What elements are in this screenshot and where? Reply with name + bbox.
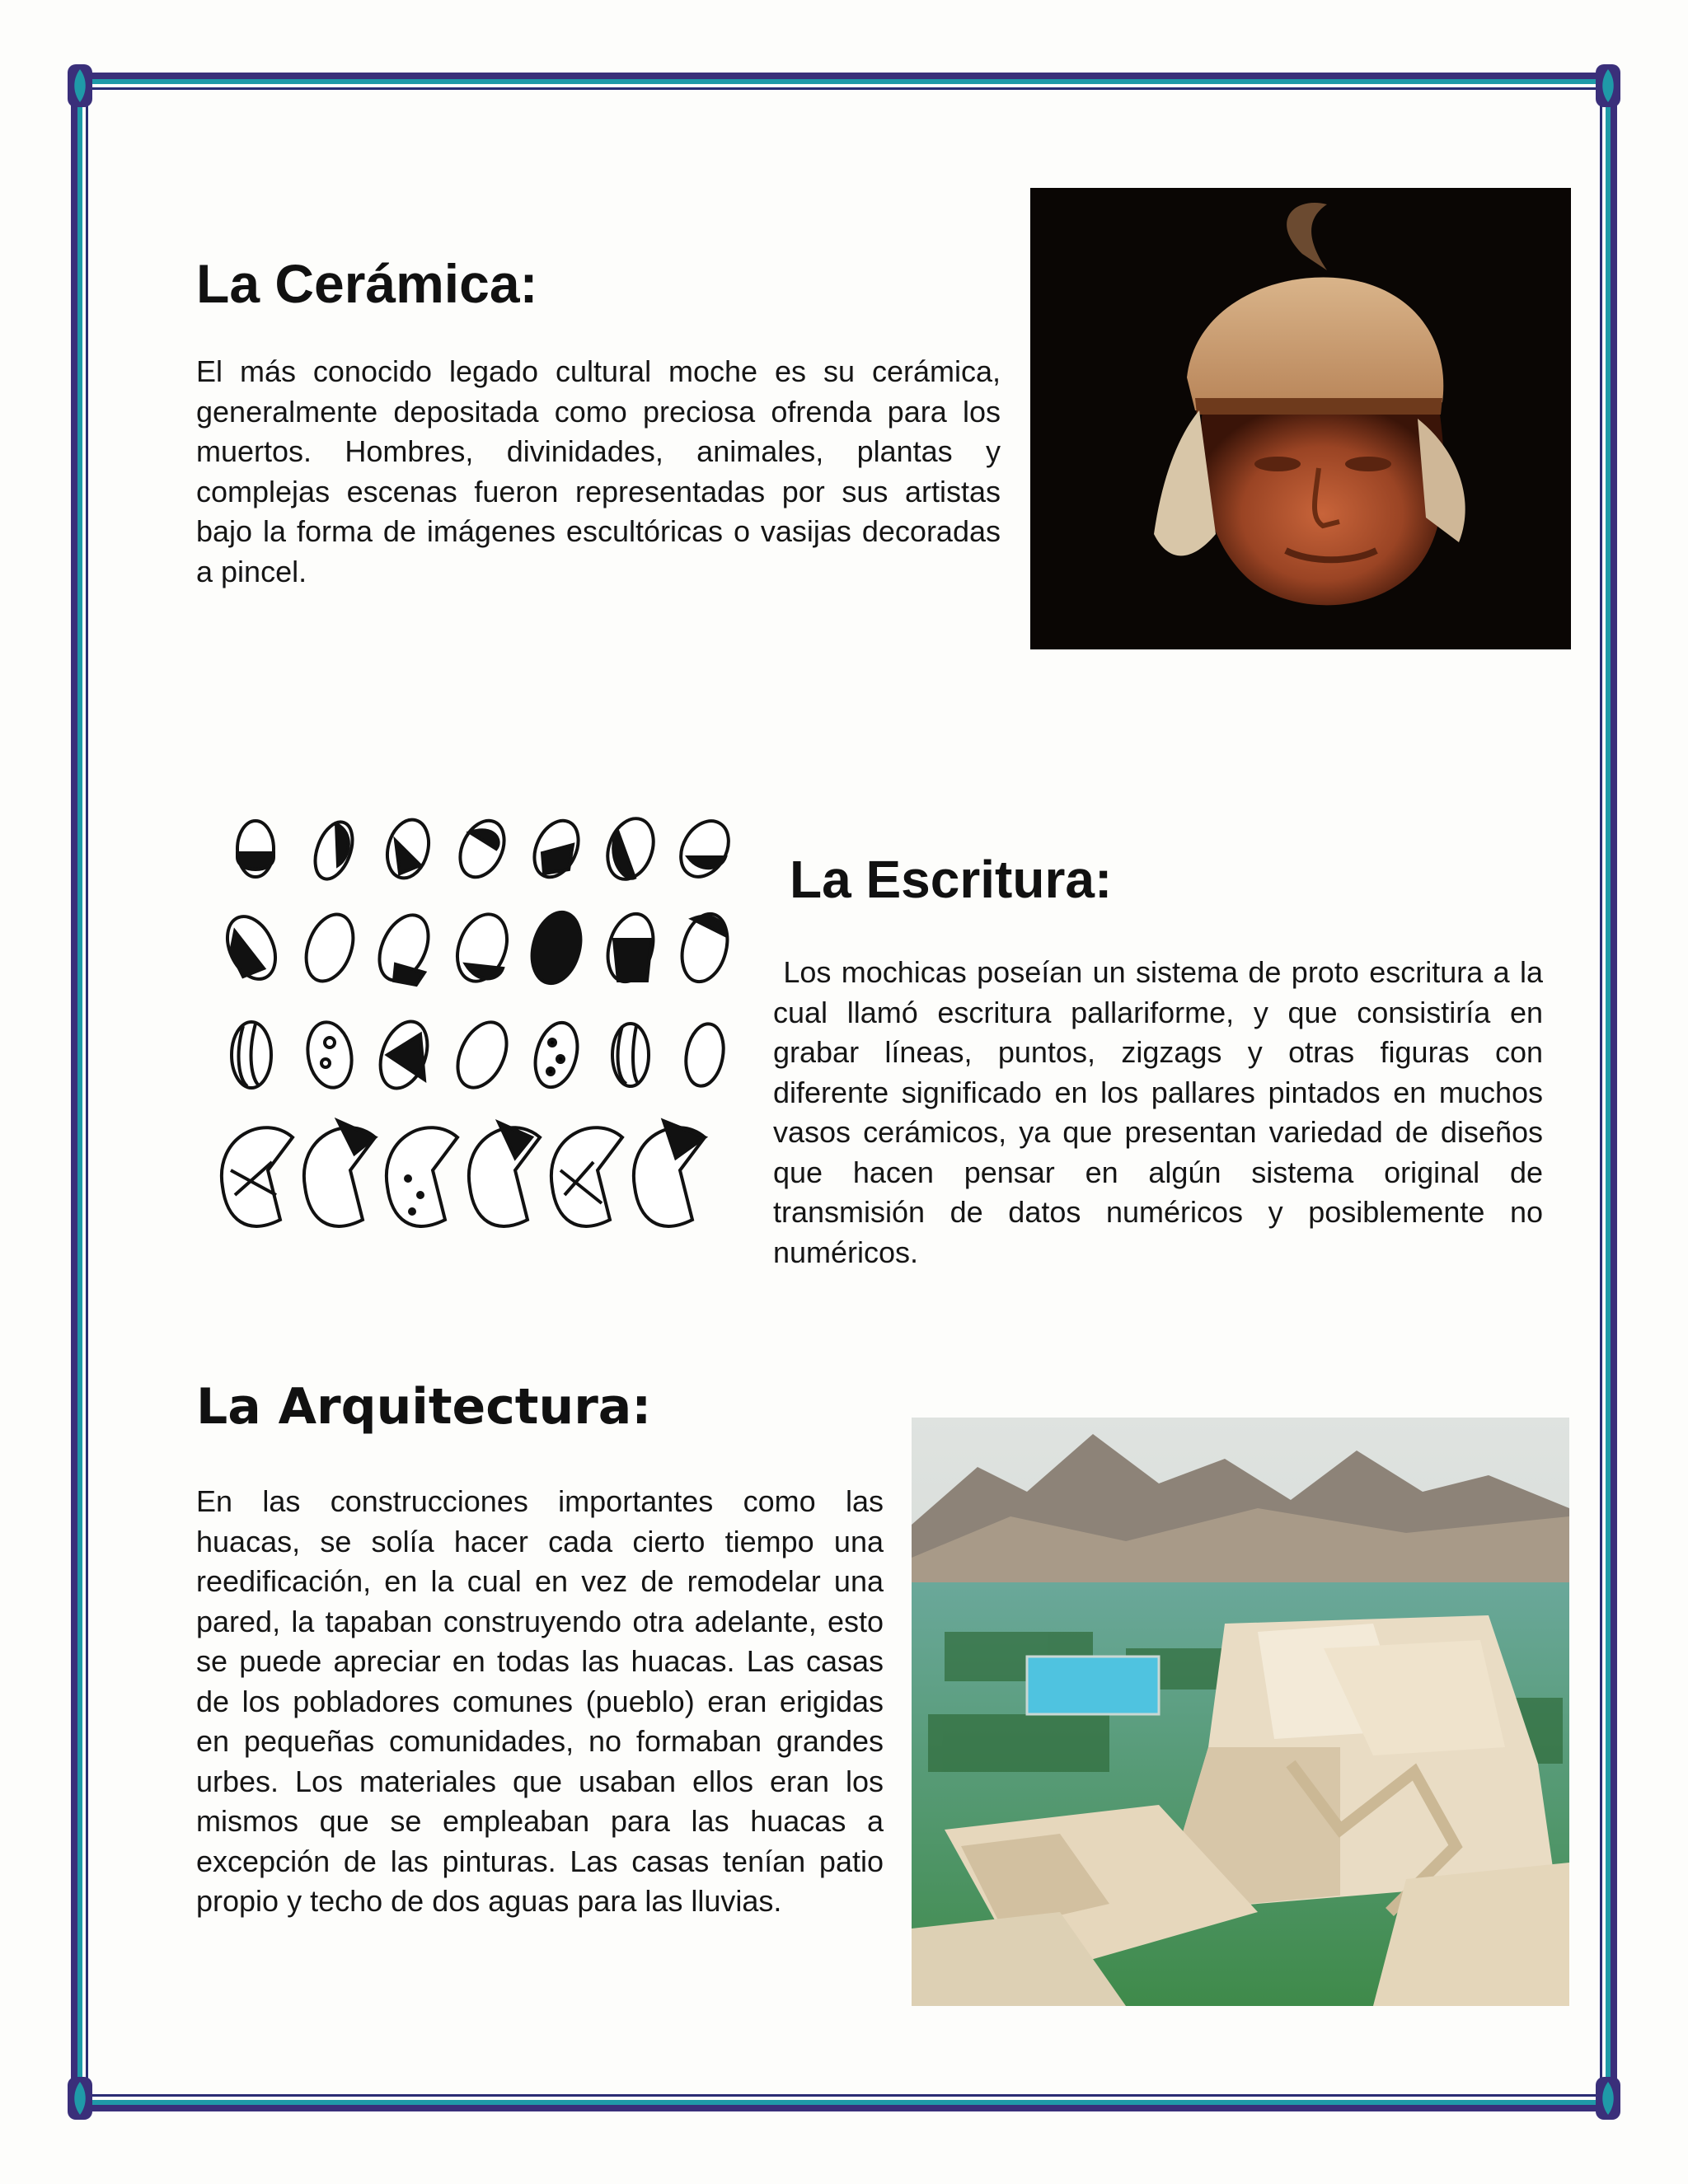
ceramic-head-photo xyxy=(1030,188,1571,649)
border-corner-ornament xyxy=(66,2075,94,2121)
arquitectura-heading: La Arquitectura: xyxy=(196,1378,652,1436)
pallar-beans-illustration xyxy=(198,808,750,1269)
border-corner-ornament xyxy=(66,63,94,109)
ceramica-heading: La Cerámica: xyxy=(196,253,538,314)
border-corner-ornament xyxy=(1594,2075,1622,2121)
ceramica-paragraph: El más conocido legado cultural moche es su cerámica, generalmente depositada como preciosa ofrenda para los muertos. Hombres, divinidades, animales, plantas y complejas escenas fueron representadas por sus artistas bajo la forma de imágenes escultóricas o vasijas decoradas a pincel. xyxy=(196,354,1001,588)
escritura-paragraph: Los mochicas poseían un sistema de proto escritura a la cual llamó escritura pallariforme, y que consistiría en grabar líneas, puntos, zigzags y otras figuras con diferente significado en los pallares pintados en muchos vasos cerámicos, ya que presentan variedad de diseños que hacen pensar en algún sistema original de transmisión de datos numéricos y posiblemente no numéricos. xyxy=(773,955,1552,1269)
arquitectura-paragraph: En las construcciones importantes como las huacas, se solía hacer cada cierto tiempo una reedificación, en la cual en vez de remodelar una pared, la tapaban construyendo otra adelante, esto se puede apreciar en todas las huacas. Las casas de los pobladores comunes (pueblo) eran erigidas en pequeñas comunidades, no formaban grandes urbes. Los materiales que usaban ellos eran los mismos que se empleaban para las huacas a excepción de las pinturas. Las casas tenían patio propio y techo de dos aguas para las lluvias. xyxy=(196,1484,884,1918)
escritura-heading: La Escritura: xyxy=(790,850,1113,909)
border-corner-ornament xyxy=(1594,63,1622,109)
huaca-architecture-painting xyxy=(912,1418,1569,2006)
